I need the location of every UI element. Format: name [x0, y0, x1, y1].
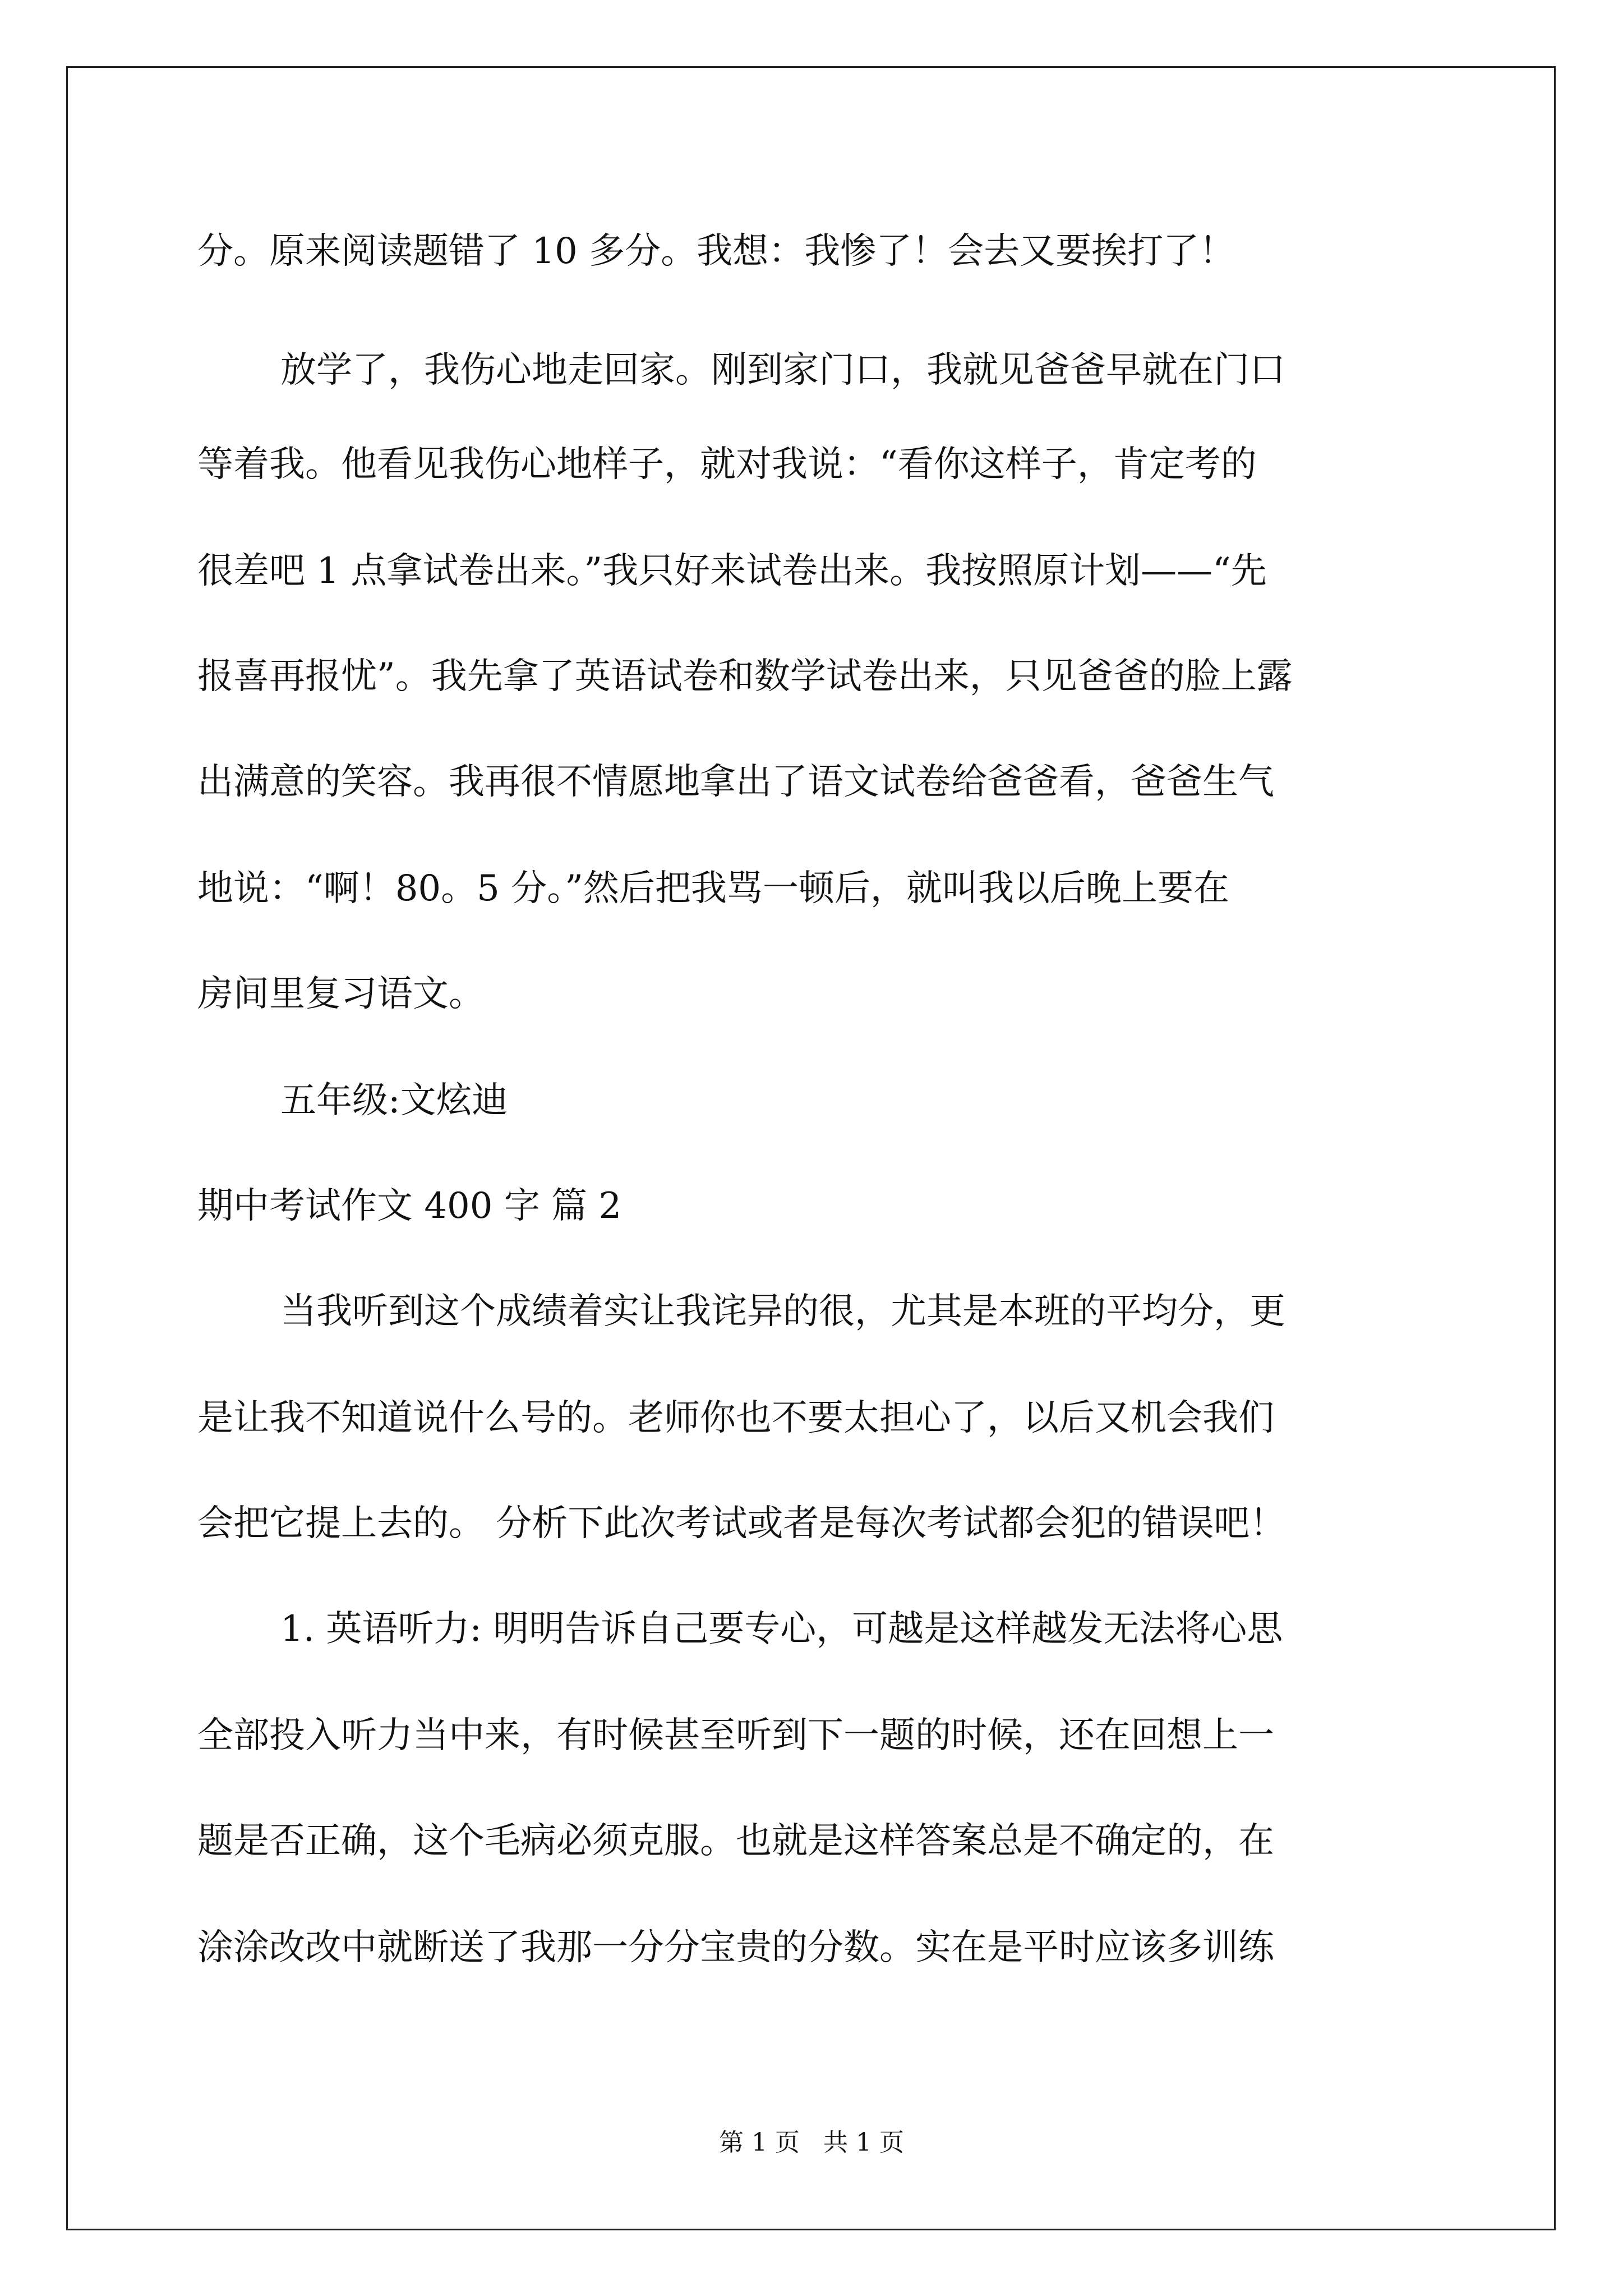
text-line: 分。原来阅读题错了 10 多分。我想：我惨了！会去又要挨打了！: [197, 231, 1235, 272]
text-line: 1. 英语听力: 明明告诉自己要专心，可越是这样越发无法将心思: [280, 1608, 1283, 1650]
page-number-footer: 第 1 页 共 1 页: [719, 2128, 904, 2157]
text-line: 地说：“啊！80。5 分。”然后把我骂一顿后，就叫我以后晚上要在: [197, 868, 1229, 909]
signature-line: 五年级:文炫迪: [280, 1080, 508, 1121]
text-line: 涂涂改改中就断送了我那一分分宝贵的分数。实在是平时应该多训练: [197, 1927, 1274, 1968]
text-line: 全部投入听力当中来，有时候甚至听到下一题的时候，还在回想上一: [197, 1715, 1274, 1756]
text-line: 报喜再报忧”。我先拿了英语试卷和数学试卷出来，只见爸爸的脸上露: [197, 656, 1293, 697]
text-line: 题是否正确，这个毛病必须克服。也就是这样答案总是不确定的，在: [197, 1820, 1274, 1862]
text-line: 会把它提上去的。 分析下此次考试或者是每次考试都会犯的错误吧！: [197, 1503, 1286, 1544]
text-line: 房间里复习语文。: [197, 973, 485, 1015]
text-line: 当我听到这个成绩着实让我诧异的很，尤其是本班的平均分，更: [280, 1291, 1285, 1332]
section-heading: 期中考试作文 400 字 篇 2: [197, 1185, 622, 1227]
text-line: 放学了，我伤心地走回家。刚到家门口，我就见爸爸早就在门口: [280, 349, 1285, 391]
text-line: 很差吧 1 点拿试卷出来。”我只好来试卷出来。我按照原计划——“先: [197, 550, 1267, 592]
text-line: 出满意的笑容。我再很不情愿地拿出了语文试卷给爸爸看，爸爸生气: [197, 761, 1274, 803]
text-line: 是让我不知道说什么号的。老师你也不要太担心了，以后又机会我们: [197, 1397, 1274, 1439]
text-line: 等着我。他看见我伤心地样子，就对我说：“看你这样子，肯定考的: [197, 444, 1257, 485]
